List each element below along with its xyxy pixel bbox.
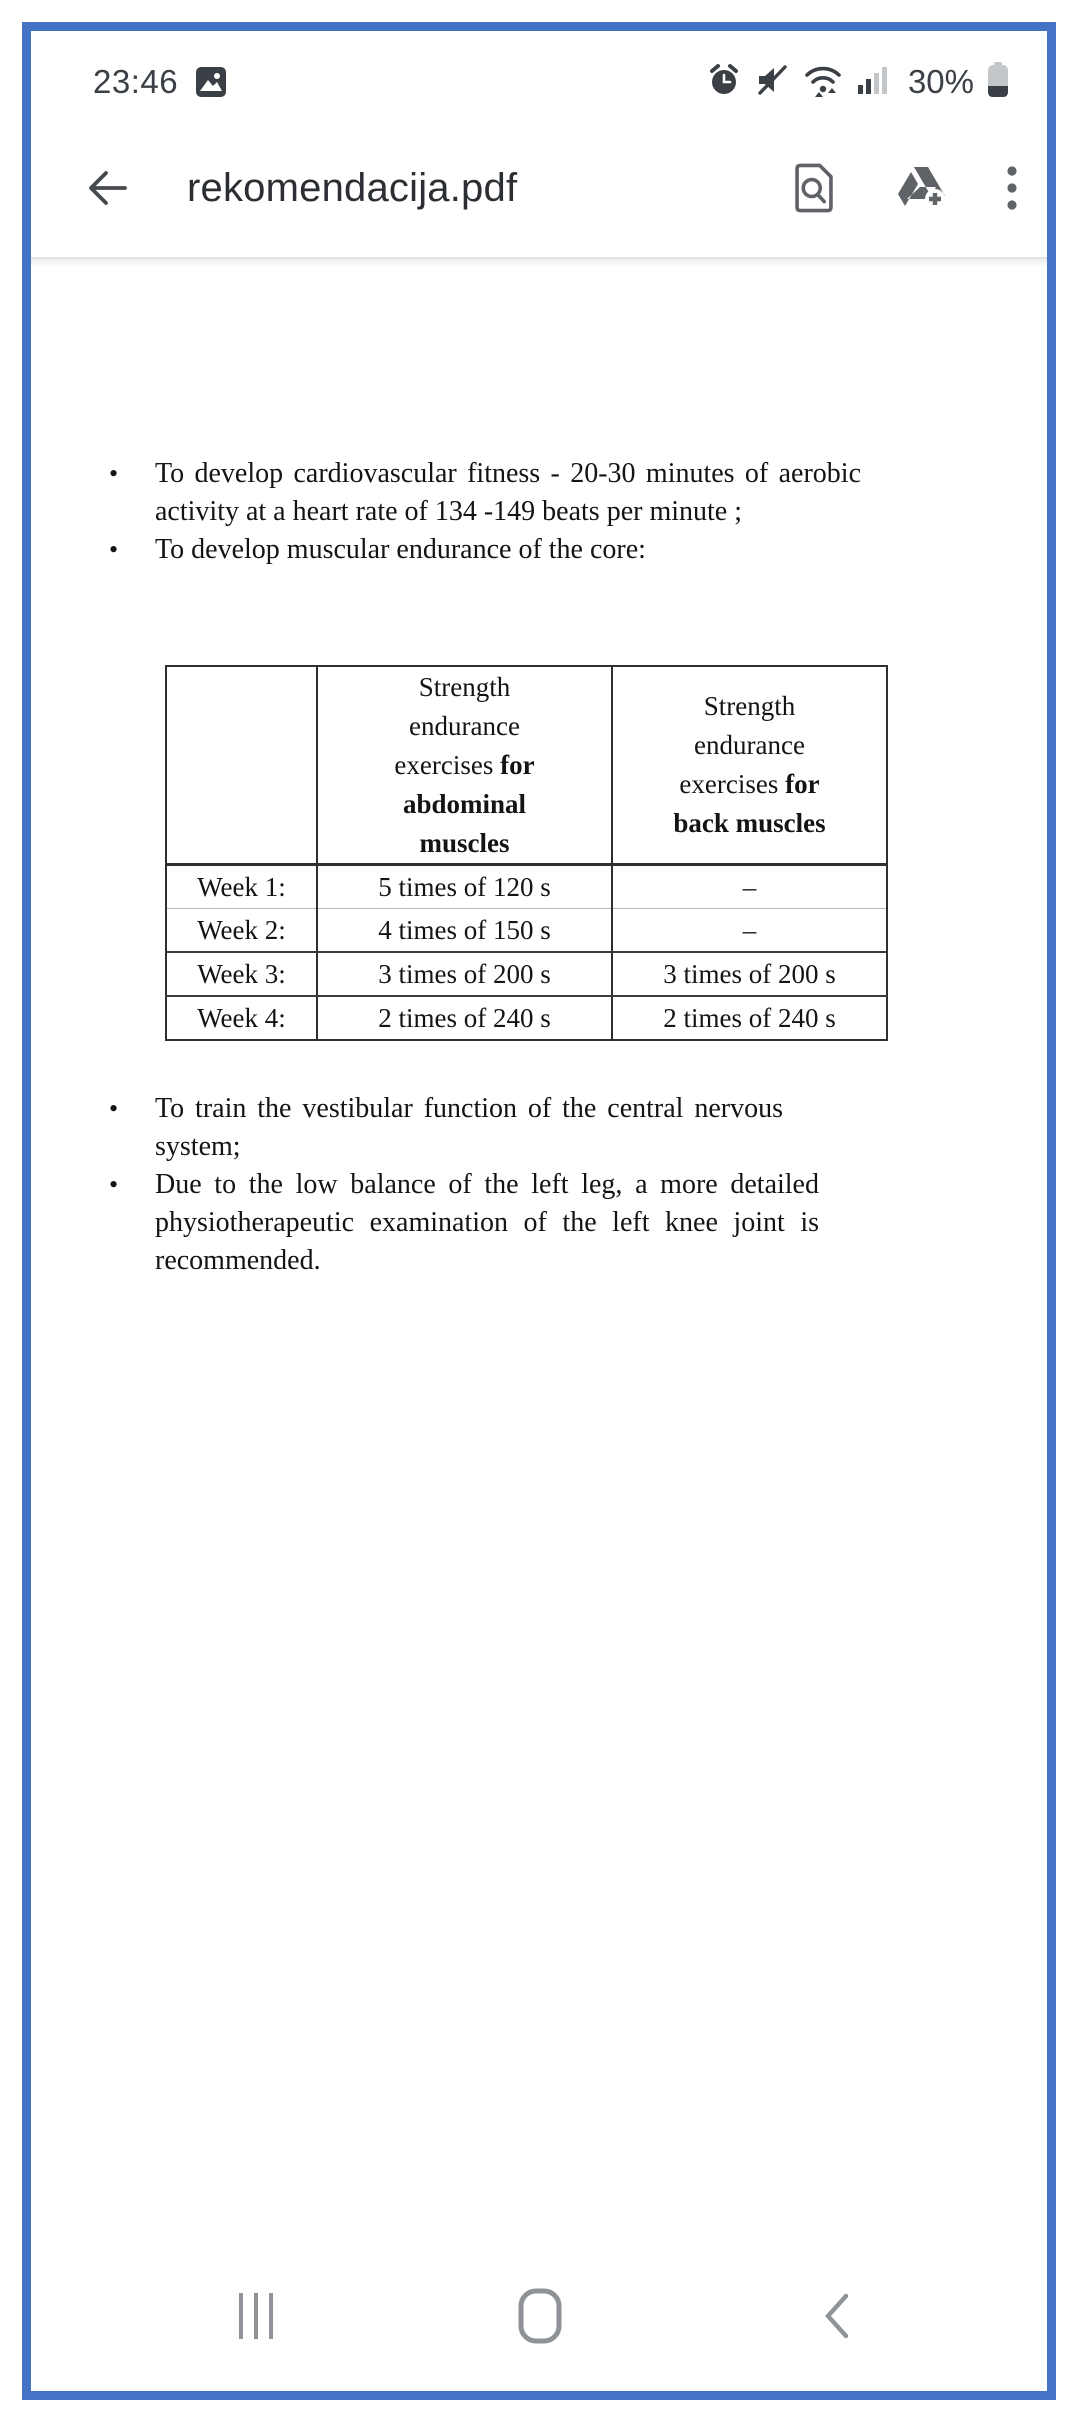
list-item: • Due to the low balance of the left leg, a more detailed physiotherapeutic examination of the left knee joint is recommended. — [107, 1166, 819, 1280]
list-item: • To develop cardiovascular fitness - 20-30 minutes of aerobic activity at a heart rate of 134 -149 beats per minute ; — [107, 455, 861, 531]
header-text: Strength endurance exercises — [394, 671, 520, 780]
table-header-empty — [166, 666, 317, 865]
week-cell: Week 3: — [166, 952, 317, 996]
volume-muted-icon — [754, 62, 790, 103]
home-button[interactable] — [495, 2281, 585, 2351]
abdominal-cell: 3 times of 200 s — [317, 952, 612, 996]
screenshot-frame — [22, 22, 1056, 2400]
week-cell: Week 1: — [166, 865, 317, 909]
cell-signal-icon — [856, 63, 892, 102]
table-header-back — [612, 666, 887, 865]
back-button[interactable] — [79, 160, 135, 216]
save-to-drive-button[interactable] — [895, 165, 947, 211]
gallery-notification-icon — [194, 65, 228, 99]
endurance-table — [165, 665, 888, 1041]
bullet-list-bottom — [107, 1090, 819, 1280]
recents-button[interactable] — [211, 2281, 301, 2351]
header-text: Strength endurance exercises — [679, 691, 805, 799]
toolbar-actions — [791, 162, 1019, 214]
abdominal-cell: 2 times of 240 s — [317, 996, 612, 1040]
table-header-row — [166, 666, 887, 865]
recents-icon — [237, 2291, 275, 2341]
wifi-icon — [802, 62, 844, 103]
nav-back-button[interactable] — [791, 2281, 881, 2351]
table-row — [166, 909, 887, 953]
header-text-bold: for abdominal muscles — [402, 749, 535, 858]
week-cell: Week 2: — [166, 909, 317, 953]
header-text-bold: for back muscles — [673, 769, 826, 838]
back-cell: – — [612, 909, 887, 953]
list-item: • To train the vestibular function of the central nervous system; — [107, 1090, 783, 1166]
overflow-menu-button[interactable] — [1005, 164, 1019, 212]
status-time: 23:46 — [93, 63, 179, 100]
table-header-abdominal — [317, 666, 612, 865]
back-cell: – — [612, 865, 887, 909]
phone-screen — [31, 31, 1047, 2391]
battery-icon — [986, 61, 1010, 104]
back-cell: 2 times of 240 s — [612, 996, 887, 1040]
pdf-content[interactable] — [31, 266, 1047, 2271]
week-cell: Week 4: — [197, 1002, 286, 1033]
table-row — [166, 996, 887, 1040]
find-in-document-button[interactable] — [791, 162, 837, 214]
status-bar — [31, 49, 1047, 115]
status-right-cluster — [706, 61, 1010, 104]
home-icon — [517, 2287, 563, 2345]
document-title: rekomendacija.pdf — [187, 165, 518, 210]
save-to-drive-icon — [895, 165, 947, 211]
back-cell: 3 times of 200 s — [612, 952, 887, 996]
list-item: • To develop muscular endurance of the core: — [107, 531, 861, 569]
find-in-document-icon — [791, 162, 837, 214]
back-arrow-icon — [83, 164, 131, 212]
nav-back-icon — [822, 2292, 850, 2340]
kebab-menu-icon — [1005, 164, 1019, 212]
abdominal-cell: 5 times of 120 s — [317, 865, 612, 909]
alarm-icon — [706, 62, 742, 103]
table-row — [166, 952, 887, 996]
battery-percent: 30% — [907, 63, 974, 100]
abdominal-cell: 4 times of 150 s — [317, 909, 612, 953]
app-toolbar — [31, 119, 1047, 257]
bullet-list-top — [107, 455, 861, 569]
navigation-bar — [31, 2271, 1047, 2361]
table-row — [166, 865, 887, 909]
